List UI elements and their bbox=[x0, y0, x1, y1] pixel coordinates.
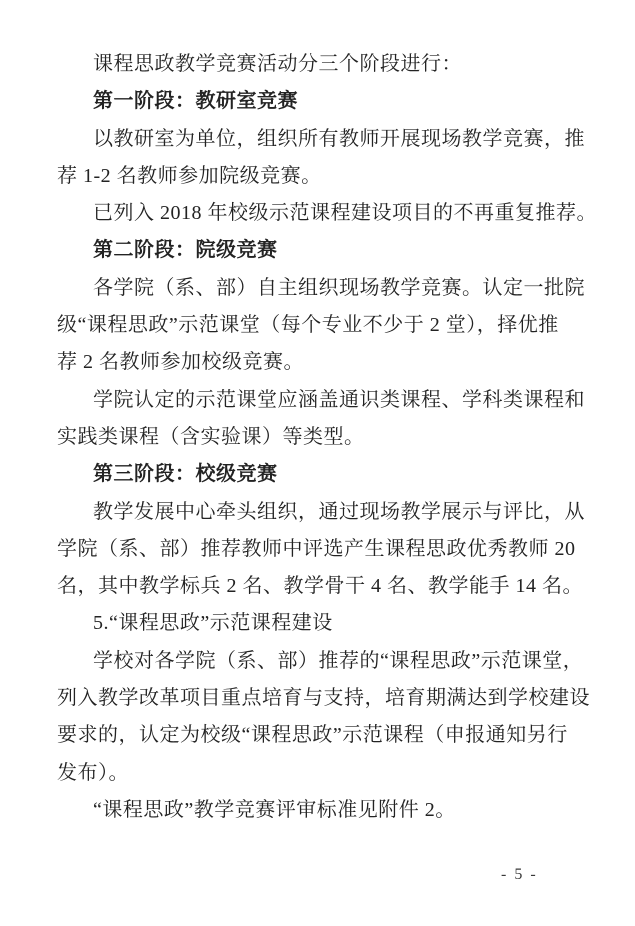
stage1-heading: 第一阶段：教研室竞赛 bbox=[93, 90, 298, 113]
document-line: 学院（系、部）推荐教师中评选产生课程思政优秀教师 20 bbox=[57, 537, 576, 560]
document-line: 名，其中教学标兵 2 名、教学骨干 4 名、教学能手 14 名。 bbox=[57, 575, 583, 598]
document-line: 实践类课程（含实验课）等类型。 bbox=[57, 425, 365, 448]
document-line: 学校对各学院（系、部）推荐的“课程思政”示范课堂， bbox=[93, 649, 584, 672]
document-line: “课程思政”教学竞赛评审标准见附件 2。 bbox=[93, 798, 456, 821]
document-body bbox=[57, 46, 597, 829]
stage3-heading: 第三阶段：校级竞赛 bbox=[93, 463, 278, 486]
document-line: 列入教学改革项目重点培育与支持，培育期满达到学校建设 bbox=[57, 687, 590, 710]
document-line: 以教研室为单位，组织所有教师开展现场教学竞赛，推 bbox=[93, 127, 585, 150]
document-line: 已列入 2018 年校级示范课程建设项目的不再重复推荐。 bbox=[93, 202, 597, 225]
document-line: 各学院（系、部）自主组织现场教学竞赛。认定一批院 bbox=[93, 276, 585, 299]
paragraph-intro: 课程思政教学竞赛活动分三个阶段进行： bbox=[93, 53, 462, 75]
page-number: - 5 - bbox=[501, 866, 538, 883]
stage2-heading: 第二阶段：院级竞赛 bbox=[93, 239, 278, 262]
document-line: 学院认定的示范课堂应涵盖通识类课程、学科类课程和 bbox=[93, 388, 585, 411]
document-line: 要求的，认定为校级“课程思政”示范课程（申报通知另行 bbox=[57, 724, 568, 747]
document-line: 级“课程思政”示范课堂（每个专业不少于 2 堂），择优推 bbox=[57, 314, 559, 337]
document-line: 荐 2 名教师参加校级竞赛。 bbox=[57, 351, 304, 374]
item5-heading: 5.“课程思政”示范课程建设 bbox=[93, 612, 333, 635]
document-line: 荐 1-2 名教师参加院级竞赛。 bbox=[57, 164, 322, 187]
document-line: 发布）。 bbox=[57, 761, 129, 784]
document-line: 教学发展中心牵头组织，通过现场教学展示与评比，从 bbox=[93, 500, 585, 523]
